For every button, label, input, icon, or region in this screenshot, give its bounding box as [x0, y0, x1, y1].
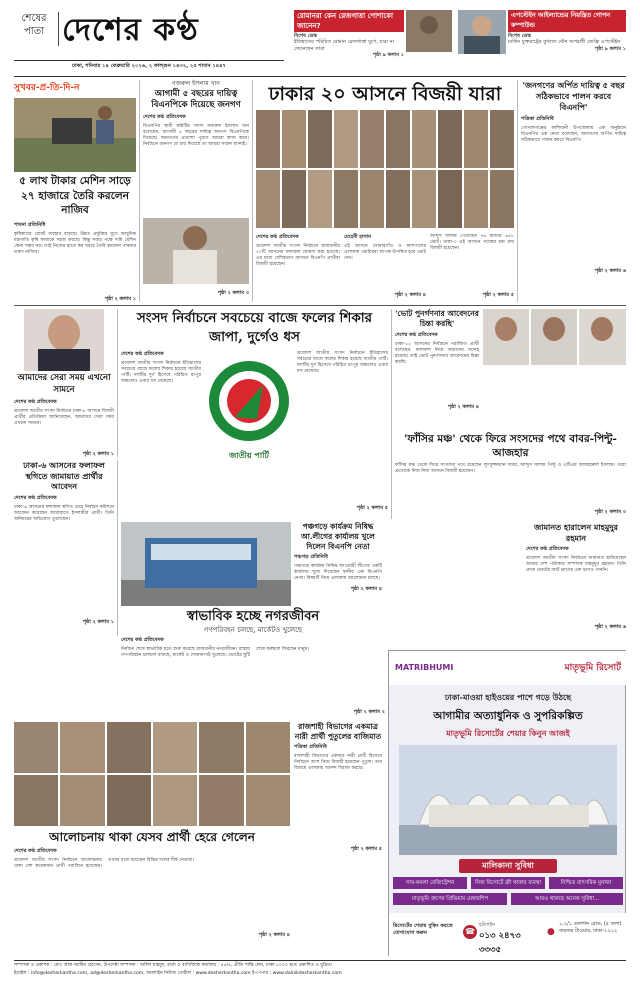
fashir-headline[interactable]: 'ফাঁসির মঞ্চ' থেকে ফিরে সংসদের পথে বাবর-পিন্টু-আজহার: [404, 433, 617, 459]
masthead-tag-line2: পাতা: [23, 26, 45, 37]
candidate-photo: [14, 722, 58, 773]
bnp-quote-byline: পত্রিকা প্রতিনিধি: [521, 116, 554, 122]
bus-text: নির্বাচন শেষে স্বাভাবিক হতে শুরু করেছে রাজধানীর নগরজীবন। রাস্তায় গণপরিবহন চলাচল বাড়ছে, মার্কেট ও দোকানপাট খুলেছে। ভোটের ছুটি শেষে কর্মস্থলে ফিরছেন মানুষ।: [121, 647, 309, 659]
jamanat-byline: দেশের কণ্ঠ প্রতিবেদক: [526, 546, 569, 552]
ad-line2: আগামীর অত্যাধুনিক ও সুপরিকল্পিত: [433, 710, 583, 722]
masthead-tag-line1: শেষের: [21, 13, 47, 24]
dhaka-winners-text-mid: এই আসনে সোনারগাঁও ও আশপাশের এলাকায় ভোটাররা ব্যাপক উপস্থিত হয়ে ভোট দেন।: [344, 244, 426, 262]
footer: [14, 962, 626, 984]
jamanat-story[interactable]: [526, 522, 626, 646]
winner-photo: [256, 170, 280, 228]
poschagarh-byline: পঞ্চগড় প্রতিনিধি: [294, 554, 328, 560]
masthead-title[interactable]: দেশের কণ্ঠ: [62, 12, 199, 48]
japa-page[interactable]: পৃষ্ঠা ২ কলাম ৫: [356, 505, 388, 511]
discussed-byline: দেশের কণ্ঠ প্রতিবেদক: [14, 848, 57, 854]
ad-matribhumi[interactable]: [388, 650, 626, 956]
bnp-story-kicker: নজরুল ইসলাম খান: [172, 80, 220, 87]
dhaka6-headline[interactable]: ঢাকা-৬ আসনের ফলাফল স্থগিতে জামায়াত প্রার্থীর আবেদন: [23, 460, 105, 491]
winner-photo: [438, 170, 462, 228]
dhaka-winners-byline-mid: মেহেদী হাসান: [344, 234, 372, 240]
discussed-headline[interactable]: আলোচনায় থাকা যেসব প্রার্থী হেরে গেলেন: [49, 830, 255, 844]
candidate-photo: [153, 722, 197, 773]
winner-photo: [256, 110, 280, 168]
rajshahi-story[interactable]: [294, 722, 382, 872]
vote-headline[interactable]: 'ভোট পুনর্গণনার আবেদনের চিন্তা করছি': [395, 309, 479, 328]
discussed-photo-grid: [14, 722, 290, 826]
winner-photo: [334, 170, 358, 228]
teaser-epstein[interactable]: [458, 10, 626, 66]
winner-photo: [360, 170, 384, 228]
rajshahi-text: রাজশাহী বিভাগের একমাত্র নারী প্রার্থী হিসেবে নির্বাচনে অংশ নিয়ে বিজয়ী হয়েছেন পুতুল। তার বিজয়ে এলাকায় আনন্দ বিরাজ করছে।: [294, 754, 382, 772]
candidate-photo: [60, 722, 104, 773]
jamanat-page[interactable]: পৃষ্ঠা ২ কলাম ৬: [594, 624, 626, 630]
winner-photo: [490, 170, 514, 228]
teaser-roman[interactable]: [294, 10, 454, 66]
sukhobor-section[interactable]: [14, 80, 136, 302]
bnp-story-byline: দেশের কণ্ঠ প্রতিবেদক: [143, 114, 186, 120]
candidate-photo: [107, 722, 151, 773]
winner-photo: [464, 170, 488, 228]
location-icon: ●: [547, 927, 555, 937]
sukhobor-headline[interactable]: ৫ লাখ টাকার মেশিন সাড়ে ২৭ হাজারে তৈরি করলেন নাজিব: [19, 175, 131, 216]
japa-logo: [205, 357, 293, 467]
ad-feature-5: আরও থাকছে অনেক সুবিধা...: [511, 893, 623, 905]
bus-photo: [121, 522, 291, 606]
discussed-page[interactable]: পৃষ্ঠা ২ কলাম ৪: [258, 932, 290, 938]
ishrat-story[interactable]: [14, 309, 114, 457]
phone-icon: ☎: [463, 925, 477, 939]
dhaka6-story[interactable]: [14, 460, 114, 636]
candidate-photo: [14, 775, 58, 826]
sukhobor-banner: সুখবর-প্র-তি-দি-ন: [14, 83, 80, 93]
dhaka-winners-page-right[interactable]: পৃষ্ঠা ২ কলাম ৫: [482, 292, 514, 298]
ishrat-text: ত্রয়োদশ জাতীয় সংসদ নির্বাচনে ঢাকা-৮ আসনে বিজয়ী প্রার্থীর প্রতিক্রিয়া জানিয়েছেন, আমাদের সেরা সময় এখনো সামনে।: [14, 409, 114, 427]
ad-brand-right: মাতৃভূমি রিসোর্ট: [564, 663, 621, 673]
winners-photo-grid: [256, 110, 514, 228]
dhaka-winners-text-right: আব্দুস সালাম পেয়েছেন ৭৬ হাজার ৬৫৮ ভোট। ঢাকা-৩ এই আসনে গয়েশ্বর চন্দ্র রায় বিজয়ী হয়েছেন।: [430, 234, 514, 252]
rajshahi-page[interactable]: পৃষ্ঠা ২ কলাম ৫: [350, 846, 382, 852]
fashir-page[interactable]: পৃষ্ঠা ২ কলাম ৩: [594, 509, 626, 515]
winner-photo: [438, 110, 462, 168]
dhaka6-byline: দেশের কণ্ঠ প্রতিবেদক: [14, 494, 57, 501]
fashir-photos: [483, 309, 626, 365]
winner-photo: [412, 170, 436, 228]
vote-byline: দেশের কণ্ঠ প্রতিবেদক: [395, 332, 438, 338]
ad-feature-1: সাব-কবলা রেজিস্ট্রেশন: [393, 877, 467, 889]
sukhobor-text: কৃষিকাজে রোবট ব্যবহার বাড়ছে। উন্নত প্রযুক্তির যুগে আধুনিক যন্ত্রপাতি কৃষি কাজকে সহজ করছে। কিন্তু সবার পক্ষে দামি মেশিন কেনা সম্ভব নয়। তাই নিজের হাতে কম খরচে তৈরি করলেন পাবনার তরুণ নাজিব।: [14, 232, 136, 256]
winner-photo: [412, 110, 436, 168]
discussed-story[interactable]: [14, 828, 290, 956]
teaser-epstein-page: পৃষ্ঠা ৯ কলাম ১: [594, 45, 626, 52]
ishrat-page[interactable]: পৃষ্ঠা ২ কলাম ১: [82, 451, 114, 457]
ad-contact-bar: [389, 913, 627, 957]
poschagarh-story[interactable]: [294, 522, 382, 606]
vote-story[interactable]: [395, 309, 479, 429]
candidate-photo: [199, 722, 243, 773]
teaser-roman-page: পৃষ্ঠা ৯ কলাম ১: [372, 52, 404, 59]
winner-photo: [308, 110, 332, 168]
ad-top-bar: [389, 651, 627, 685]
japa-story[interactable]: [121, 309, 388, 519]
bus-headline[interactable]: স্বাভাবিক হচ্ছে নগরজীবন: [186, 609, 320, 624]
rajshahi-headline[interactable]: রাজশাহী বিভাগের একমাত্র নারী প্রার্থী পুতুলের বাজিমাত: [294, 722, 382, 741]
ishrat-photo: [24, 309, 104, 371]
fashir-photo: [531, 309, 577, 365]
ad-address: ১,২/১ গুলশান রোড, (৫ তলা) জমজম টাওয়ার, ঢাকা-১২১২: [559, 921, 622, 934]
winner-photo: [282, 170, 306, 228]
candidate-photo: [60, 775, 104, 826]
resort-building-icon: [399, 745, 617, 855]
candidate-photo: [246, 722, 290, 773]
ad-features-title: মালিকানা সুবিধা: [459, 859, 557, 873]
bnp-story-headline[interactable]: আগামী ৫ বছরের দায়িত্ব বিএনপিকে দিয়েছে জনগণ: [151, 89, 241, 110]
candidate-photo: [199, 775, 243, 826]
bnp-quote-page[interactable]: পৃষ্ঠা ২ কলাম ৬: [594, 268, 626, 274]
vote-text: ঢাকা-১২ আসনের নির্বাচনে পরাজিত প্রার্থী বলেছেন, ফলাফল নিয়ে আমাদের সন্দেহ রয়েছে। তাই ভোট পুনর্গণনার আবেদনের চিন্তা করছি।: [395, 342, 479, 366]
poschagarh-page[interactable]: পৃষ্ঠা ২ কলাম ৪: [350, 586, 382, 592]
dhaka-winners-headline[interactable]: ঢাকার ২০ আসনে বিজয়ী যারা: [268, 83, 502, 105]
dhaka-winners-page-mid[interactable]: পৃষ্ঠা ২ কলাম ৪: [394, 292, 426, 298]
winner-photo: [334, 110, 358, 168]
dhaka-winners-byline: দেশের কণ্ঠ প্রতিবেদক: [256, 234, 299, 240]
candidate-photo: [246, 775, 290, 826]
ishrat-headline[interactable]: আমাদের সেরা সময় এখনো সামনে: [17, 373, 111, 395]
bus-byline: দেশের কণ্ঠ প্রতিবেদক: [121, 637, 164, 643]
japa-text: ত্রয়োদশ জাতীয় সংসদ নির্বাচনে ইতিহাসের সবচেয়ে বাজে ফলের শিকার হয়েছে জাতীয় পার্টি। দলটির দুর্গ হিসেবে পরিচিত রংপুর অঞ্চলেও এবার ধস নেমেছে।: [121, 361, 201, 385]
bus-page[interactable]: পৃষ্ঠা ২ কলাম ২: [353, 709, 385, 715]
footer-line1: সম্পাদক ও প্রকাশক : মোঃ আল-আমীন হোসেন, উপদেষ্টা সম্পাদক : খালিদ মাহমুদ, বার্তা ও বাণিজ্যিক কার্যালয় : ৪৫/৫, প্রীতি শান্তি লেন, ঢাকা-১০০০ হতে প্রকাশিত ও মুদ্রিত।: [14, 963, 333, 968]
fashir-headline-box[interactable]: [395, 432, 626, 519]
ad-building: [399, 745, 617, 855]
ad-feature-2: নিজ রিসোর্টে ফ্রী থাকার ব্যবস্থা: [471, 877, 545, 889]
candidate-photo: [153, 775, 197, 826]
winner-photo: [386, 110, 410, 168]
poschagarh-headline[interactable]: পঞ্চগড়ে কার্যক্রম নিষিদ্ধ আ.লীগের কার্যালয় খুলে দিলেন বিএনপি নেতা: [301, 522, 375, 551]
ad-line1: ঢাকা-মাওয়া হাইওয়ের পাশে গড়ে উঠছে: [444, 693, 572, 702]
dhaka6-page[interactable]: পৃষ্ঠা ২ কলাম ১: [82, 618, 114, 625]
fashir-text: ফাঁসির মঞ্চ থেকে ফিরে সংসদের পথে রয়েছেন লুৎফুজ্জামান বাবর, আব্দুস সালাম পিন্টু ও এটিএম আজহারুল ইসলাম। তারা প্রত্যেকে নিজ নিজ আসনে বিজয়ী হয়েছেন।: [395, 463, 626, 475]
masthead: [14, 8, 626, 74]
bnp-story[interactable]: [143, 80, 249, 302]
bnp-quote[interactable]: [521, 80, 626, 302]
ad-feature-3: নিশ্চিত বাৎসরিক মুনাফা: [549, 877, 623, 889]
bus-story[interactable]: [121, 608, 385, 718]
teaser-roman-label: বিশেষ ডেস্ক: [294, 33, 317, 39]
teaser-epstein-label: বিশেষ ডেস্ক: [508, 33, 531, 39]
teaser-roman-title: রোমানরা কেন রেজগাত্তা পোশাকো জানেন?: [297, 12, 394, 30]
dhaka6-text: ঢাকা-৬ আসনের ফলাফল স্থগিত চেয়ে নির্বাচন কমিশনে আবেদন করেছেন জামায়াতে ইসলামীর প্রার্থী। তিনি অনিয়মের অভিযোগ তুলেছেন।: [14, 504, 114, 522]
ishrat-byline: দেশের কণ্ঠ প্রতিবেদক: [14, 399, 57, 405]
ad-brand-left: MATRIBHUMI: [395, 663, 454, 672]
winner-photo: [386, 170, 410, 228]
bnp-story-photo: [143, 218, 249, 284]
vote-page[interactable]: পৃষ্ঠা ২ কলাম ৪: [447, 404, 479, 410]
bus-subhead: গণপরিবহন চলছে, মার্কেটও খুলেছে: [203, 626, 303, 634]
candidate-photo: [107, 775, 151, 826]
ad-contact-label: রিসোর্টের শেয়ার বুকিং করতে যোগাযোগ করুন: [393, 923, 453, 936]
winner-photo: [464, 110, 488, 168]
poschagarh-text: পঞ্চগড়ে কার্যক্রম নিষিদ্ধ আওয়ামী লীগের একটি কার্যালয় খুলে দিয়েছেন স্থানীয় এক বিএনপি নেতা। বিষয়টি নিয়ে এলাকায় আলোচনা চলছে।: [294, 564, 382, 582]
footer-line2[interactable]: ইমেইল : info@desherkantha.com, ad@desherkantha.com, অনলাইন নিউজ পোর্টাল : www.desherkantha.com ই-পেপার : www.dainikdesherkantha.com: [14, 971, 342, 976]
winner-photo: [490, 110, 514, 168]
jamanat-text: ত্রয়োদশ জাতীয় সংসদ নির্বাচনে জামানত হারিয়েছেন আমার দেশ পত্রিকার সম্পাদক মাহমুদুর রহমান। তিনি প্রদত্ত ভোটের আট ভাগের এক ভাগও পাননি।: [526, 556, 626, 574]
ad-phone[interactable]: ০১৩ ২৪৭৩ ৩৩৩৫: [479, 931, 521, 955]
ad-line3: মাতৃভূমি রিসোর্টের শেয়ার কিনুন আজই: [446, 729, 570, 738]
rajshahi-byline: পত্রিকা প্রতিনিধি: [294, 744, 327, 750]
masthead-tag: [14, 12, 54, 46]
teaser-epstein-photo: [458, 10, 506, 54]
japa-headline[interactable]: সংসদ নির্বাচনে সবচেয়ে বাজে ফলের শিকার জাপা, দুর্গেও ধস: [136, 310, 373, 345]
discussed-text: ত্রয়োদশ জাতীয় সংসদ নির্বাচনে আলোচনায় থাকা বেশ কয়েকজন প্রার্থী পরাজিত হয়েছেন। তাদের মধ্যে রয়েছেন বিভিন্ন দলের শীর্ষ নেতারা।: [14, 858, 194, 870]
sukhobor-photo: [14, 98, 136, 172]
jamanat-headline[interactable]: জামানত হারালেন মাহমুদুর রহমান: [534, 522, 618, 543]
japa-text-2: ত্রয়োদশ জাতীয় সংসদ নির্বাচনে ইতিহাসের সবচেয়ে বাজে ফলের শিকার হয়েছে জাতীয় পার্টি। দলটির দুর্গ হিসেবে পরিচিত রংপুর অঞ্চলেও এবার ধস নেমেছে।: [297, 351, 388, 375]
fashir-photo: [483, 309, 529, 365]
teaser-epstein-text: মার্কিন যুক্তরাষ্ট্রের কুখ্যাত যৌন অপরাধী জেফ্রি এপস্টেইন: [508, 39, 621, 46]
bnp-story-text: বিএনপির স্থায়ী কমিটির সদস্য নজরুল ইসলাম খান বলেছেন, আগামী ৫ বছরের দায়িত্ব জনগণ বিএনপিকে দিয়েছে। জনগণের প্রত্যাশা পূরণে আমরা কাজ করব। নির্বাচনে জনগণ যে রায় দিয়েছে তা আমরা সম্মান জানাই।: [143, 124, 249, 148]
sukhobor-page[interactable]: পৃষ্ঠা ২ কলাম ১: [104, 296, 136, 302]
bnp-quote-text: গোপালগঞ্জের কাশিয়ানী উপজেলায় এক অনুষ্ঠানে বিএনপির এক নেতা বলেছেন, জনগণের অর্পিত দায়িত্ব সঠিকভাবে পালন করবে বিএনপি।: [521, 126, 626, 144]
dhaka-winners[interactable]: [256, 80, 514, 302]
teaser-roman-photo: [406, 10, 452, 52]
japa-logo-text: জাতীয় পার্টি: [229, 451, 269, 460]
fashir-photo: [579, 309, 626, 365]
sukhobor-byline: পাবনা প্রতিনিধি: [14, 222, 46, 228]
winner-photo: [282, 110, 306, 168]
bnp-quote-headline[interactable]: 'জনগণের অর্পিত দায়িত্ব ৫ বছর সঠিকভাবে পালন করবে বিএনপি': [522, 80, 625, 112]
japa-byline: দেশের কণ্ঠ প্রতিবেদক: [121, 351, 164, 357]
ad-hotline-label: হটলাইন: [479, 922, 496, 928]
ad-feature-4: মাতৃভূমি গ্রুপের প্রিভিয়াম মেম্বারশিপ: [393, 893, 507, 905]
winner-photo: [360, 110, 384, 168]
teaser-roman-text: ইতিহাসের পরিচিত রোমান রেজগাত্তা যুগে, যারা না জেনেছেন তারা: [294, 39, 395, 52]
teaser-epstein-title: এপস্টেইন আইল্যান্ডের নিয়ন্ত্রিত গোপন কম্পাউন্ড: [511, 11, 611, 29]
winner-photo: [308, 170, 332, 228]
bnp-story-page[interactable]: পৃষ্ঠা ২ কলাম ৩: [217, 290, 249, 296]
masthead-date: ঢাকা, শনিবার ১৪ ফেব্রুয়ারি ২০২৬, ২ ফাল্গুন ১৪৩২, ২৫ শাবান ১৪৪৭: [14, 60, 284, 70]
dhaka-winners-text-left: ত্রয়োদশ জাতীয় সংসদ নির্বাচনে রাজধানীর ২০টি আসনের ফলাফল ঘোষণা করা হয়েছে। এর মধ্যে বেশিরভাগ আসনে বিএনপি প্রার্থীরা বিজয়ী হয়েছেন।: [256, 244, 340, 268]
